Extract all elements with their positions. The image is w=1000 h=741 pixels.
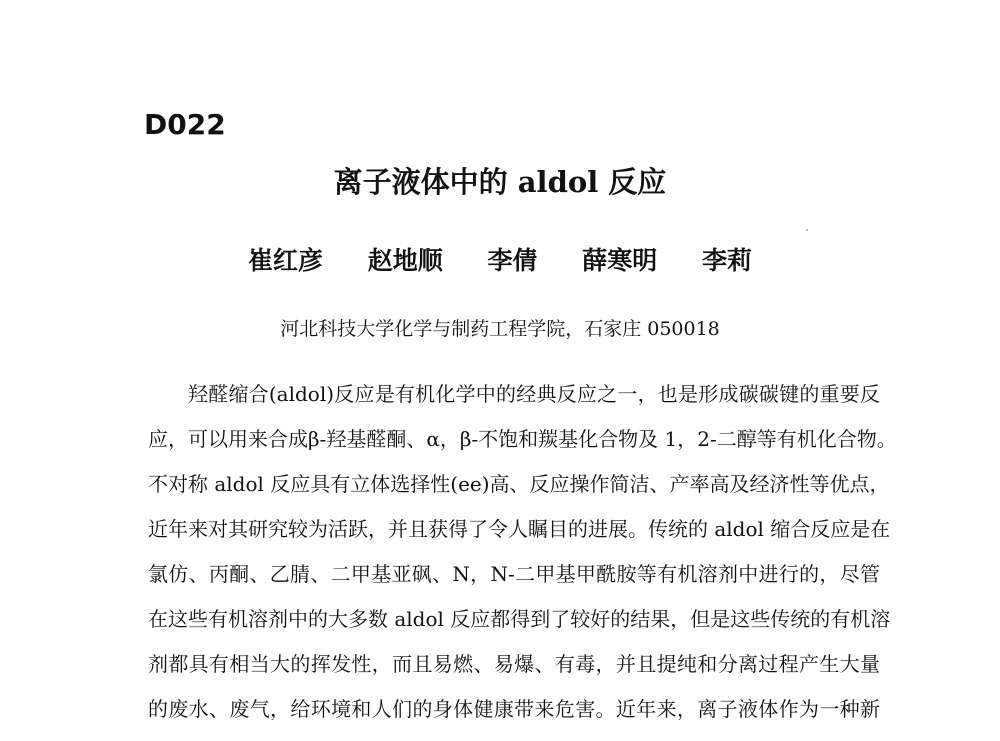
author-name: 崔红彦 — [248, 246, 324, 275]
body-line: 羟醛缩合(aldol)反应是有机化学中的经典反应之一，也是形成碳碳键的重要反 — [188, 382, 880, 406]
paper-title: 离子液体中的 aldol 反应 — [333, 165, 667, 199]
affiliation: 河北科技大学化学与制药工程学院，石家庄 050018 — [280, 318, 720, 340]
body-line: 在这些有机溶剂中的大多数 aldol 反应都得到了较好的结果，但是这些传统的有机溶 — [148, 607, 891, 631]
body-line: 氯仿、丙酮、乙腈、二甲基亚砜、N，N-二甲基甲酰胺等有机溶剂中进行的，尽管 — [148, 562, 880, 586]
body-line: 近年来对其研究较为活跃，并且获得了令人瞩目的进展。传统的 aldol 缩合反应是在 — [148, 517, 891, 541]
scan-speck — [806, 229, 808, 231]
body-line: 剂都具有相当大的挥发性，而且易燃、易爆、有毒，并且提纯和分离过程产生大量 — [148, 652, 880, 676]
author-name: 李莉 — [701, 246, 752, 275]
author-name: 赵地顺 — [367, 246, 443, 275]
body-line: 不对称 aldol 反应具有立体选择性(ee)高、反应操作简洁、产率高及经济性等优点， — [148, 472, 890, 496]
author-list — [0, 241, 1000, 277]
document-id: D022 — [144, 108, 226, 141]
body-line: 的废水、废气，给环境和人们的身体健康带来危害。近年来，离子液体作为一种新 — [148, 697, 880, 721]
body-line: 应，可以用来合成β-羟基醛酮、α，β-不饱和羰基化合物及 1，2-二醇等有机化合物。 — [148, 427, 897, 451]
body-paragraph — [148, 372, 897, 732]
author-name: 薛寒明 — [582, 246, 658, 275]
author-name: 李倩 — [487, 246, 538, 275]
